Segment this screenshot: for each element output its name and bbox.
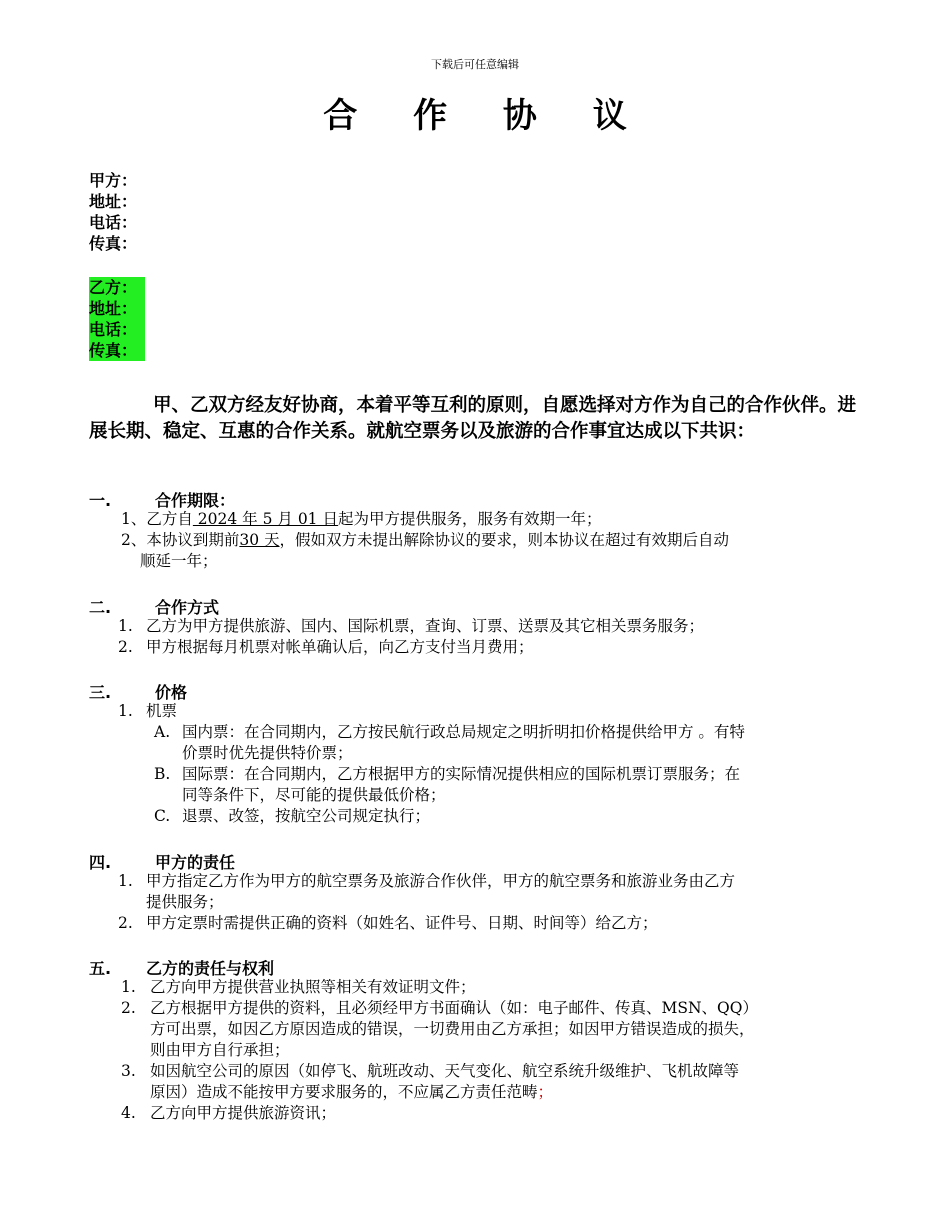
header-note: 下载后可任意编辑 <box>431 58 519 71</box>
section-2-item-2-number: 2. <box>118 638 133 656</box>
item-text: 2、本协议到期前 <box>121 531 240 549</box>
section-5-item-2-line-1: 乙方根据甲方提供的资料，且必须经甲方书面确认（如：电子邮件、传真、MSN、QQ） <box>150 999 758 1017</box>
start-date: 2024 年 5 月 01 日 <box>192 510 338 528</box>
section-5-item-1-line-1: 乙方向甲方提供营业执照等相关有效证明文件； <box>150 978 476 996</box>
party-a-phone-label: 电话： <box>89 213 138 232</box>
party-b-fax-label: 传真： <box>89 340 145 361</box>
section-3-item-a-line-2: 价票时优先提供特价票； <box>182 744 353 762</box>
section-2-item-1-number: 1. <box>118 617 133 635</box>
section-4-item-1-line-1: 甲方指定乙方作为甲方的航空票务及旅游合作伙伴，甲方的航空票务和旅游业务由乙方 <box>146 872 736 890</box>
section-5-item-2-line-2: 方可出票，如因乙方原因造成的错误，一切费用由乙方承担；如因甲方错误造成的损失， <box>150 1020 755 1038</box>
section-5-title: 乙方的责任与权利 <box>146 959 275 978</box>
section-2-item-1-text: 乙方为甲方提供旅游、国内、国际机票，查询、订票、送票及其它相关票务服务； <box>146 617 705 635</box>
section-1-item-2-continued: 顺延一年； <box>140 552 218 570</box>
section-1-item-2 <box>121 530 729 551</box>
party-a-name-label: 甲方： <box>89 171 138 190</box>
section-4-item-2-line-1: 甲方定票时需提供正确的资料（如姓名、证件号、日期、时间等）给乙方； <box>146 914 658 932</box>
party-b-address-label: 地址： <box>89 298 145 319</box>
section-4-item-2-number: 2. <box>118 914 133 932</box>
section-3-item-c-line-1: 退票、改签，按航空公司规定执行； <box>182 807 431 825</box>
section-3-sub-number: 1. <box>118 702 133 720</box>
section-2-title: 合作方式 <box>155 598 220 617</box>
document-title: 合 作 协 议 <box>323 96 649 136</box>
section-4-item-1-line-2: 提供服务； <box>146 893 224 911</box>
section-3-title: 价格 <box>155 683 188 702</box>
party-b-phone-label: 电话： <box>89 319 145 340</box>
item-text: ，假如双方未提出解除协议的要求，则本协议在超过有效期后自动 <box>279 531 730 549</box>
section-3-sub-title: 机票 <box>146 702 178 720</box>
section-3-item-b-letter: B. <box>154 765 171 783</box>
section-4-item-1-number: 1. <box>118 872 133 890</box>
item-text: 起为甲方提供服务，服务有效期一年； <box>337 510 602 528</box>
section-5-item-1-number: 1. <box>121 978 136 996</box>
section-5-item-3-number: 3. <box>121 1062 136 1080</box>
section-4-number: 四. <box>89 853 112 872</box>
party-b-name-label: 乙方： <box>89 277 145 298</box>
section-5-item-2-number: 2. <box>121 999 136 1017</box>
section-5-item-3-line-1: 如因航空公司的原因（如停飞、航班改动、天气变化、航空系统升级维护、飞机故障等 <box>150 1062 740 1080</box>
section-3-item-c-letter: C. <box>154 807 171 825</box>
section-5-item-3-line-2 <box>150 1082 553 1103</box>
section-3-item-b-line-2: 同等条件下，尽可能的提供最低价格； <box>182 786 446 804</box>
section-1-item-1 <box>121 509 601 530</box>
intro-paragraph: 甲、乙双方经友好协商，本着平等互利的原则，自愿选择对方作为自己的合作伙伴。进展长期、稳定、互惠的合作关系。就航空票务以及旅游的合作事宜达成以下共识： <box>89 395 857 442</box>
section-2-number: 二. <box>89 598 112 617</box>
section-3-item-a-letter: A. <box>154 723 171 741</box>
section-5-item-2-line-3: 则由甲方自行承担； <box>150 1041 290 1059</box>
section-3-item-a-line-1: 国内票：在合同期内，乙方按民航行政总局规定之明折明扣价格提供给甲方 。有特 <box>182 723 745 741</box>
item-text: 原因）造成不能按甲方要求服务的，不应属乙方责任范畴 <box>150 1083 538 1101</box>
section-3-number: 三. <box>89 683 112 702</box>
section-4-title: 甲方的责任 <box>155 853 236 872</box>
section-1-number: 一. <box>89 491 112 510</box>
section-3-item-b-line-1: 国际票：在合同期内，乙方根据甲方的实际情况提供相应的国际机票订票服务；在 <box>182 765 741 783</box>
section-2-item-2-text: 甲方根据每月机票对帐单确认后，向乙方支付当月费用； <box>146 638 534 656</box>
notice-days: 30 天 <box>239 531 280 549</box>
section-5-item-4-line-1: 乙方向甲方提供旅游资讯； <box>150 1104 337 1122</box>
section-5-item-4-number: 4. <box>121 1104 136 1122</box>
item-text: 1、乙方自 <box>121 510 193 528</box>
section-5-number: 五. <box>89 959 112 978</box>
section-1-title: 合作期限： <box>155 491 236 510</box>
party-a-address-label: 地址： <box>89 192 138 211</box>
red-semicolon: ； <box>537 1083 554 1101</box>
party-a-fax-label: 传真： <box>89 234 138 253</box>
